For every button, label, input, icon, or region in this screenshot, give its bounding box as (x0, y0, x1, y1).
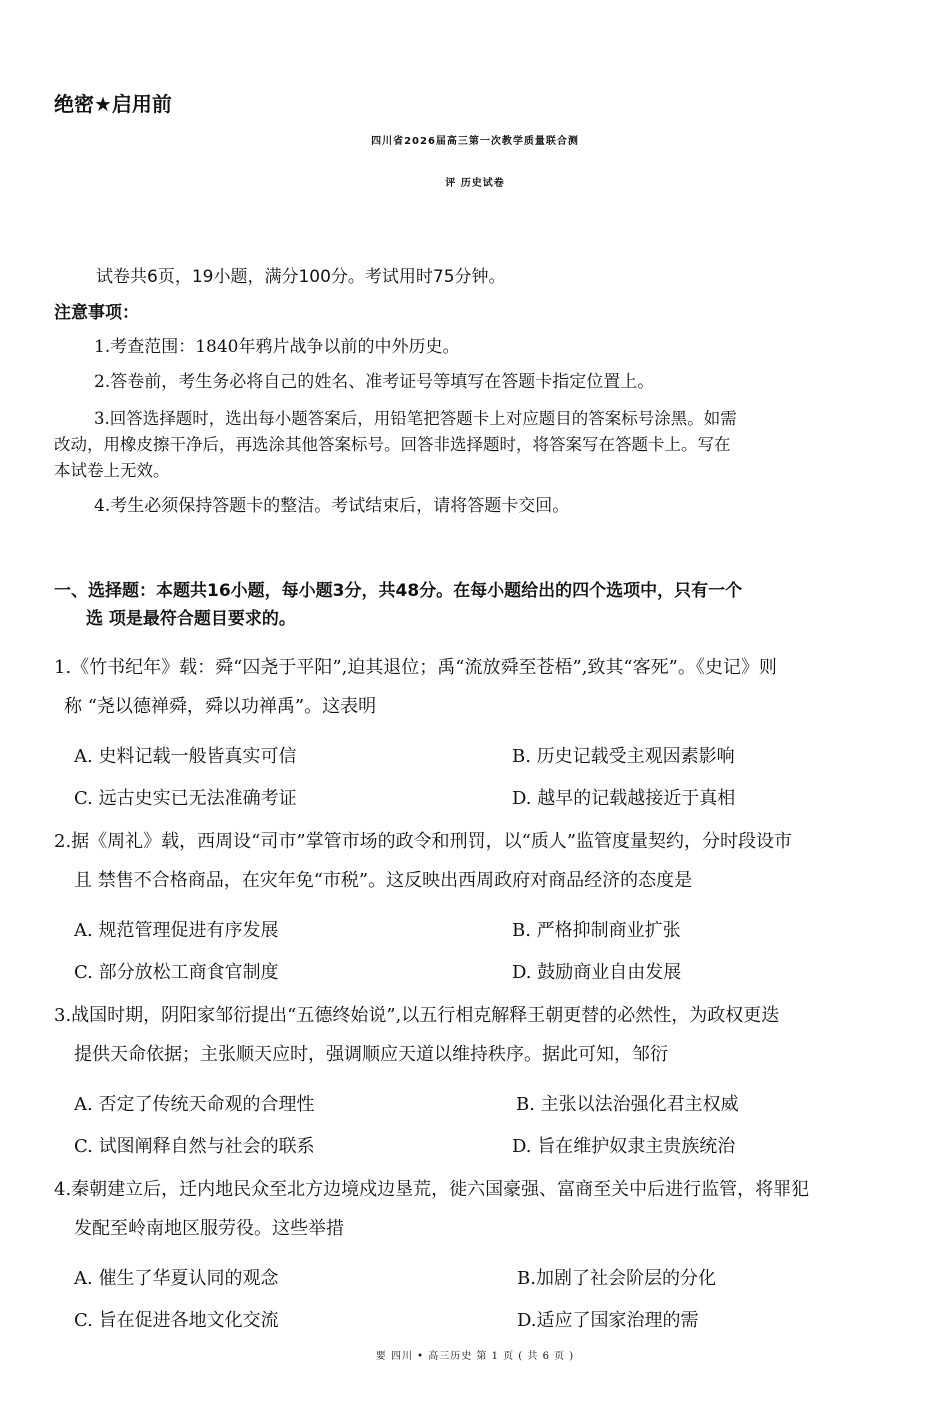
question-3-option-d[interactable]: D. 旨在维护奴隶主贵族统治 (512, 1136, 736, 1157)
question-3-option-b[interactable]: B. 主张以法治强化君主权威 (516, 1094, 739, 1115)
exam-intro: 试卷共6页，19小题，满分100分。考试用时75分钟。 (96, 267, 506, 287)
question-1-option-d[interactable]: D. 越早的记载越接近于真相 (512, 788, 736, 809)
question-4-option-c[interactable]: C. 旨在促进各地文化交流 (74, 1310, 279, 1331)
question-4-option-a[interactable]: A. 催生了华夏认同的观念 (74, 1268, 279, 1289)
question-1-stem: 1.《竹书纪年》载：舜“囚尧于平阳”,迫其退位；禹“流放舜至苍梧”,致其“客死”。《史记》则 (54, 657, 777, 678)
page-footer: 要 四川 • 高三历史 第 1 页 ( 共 6 页 ) (375, 1351, 575, 1362)
question-1-option-a[interactable]: A. 史料记载一般皆真实可信 (74, 746, 297, 767)
question-4-stem-cont: 发配至岭南地区服劳役。这些举措 (74, 1218, 344, 1239)
question-1-stem-cont: 称 “尧以德禅舜，舜以功禅禹”。这表明 (64, 696, 377, 717)
confidential-label: 绝密★启用前 (54, 92, 172, 116)
question-3-stem-cont: 提供天命依据；主张顺天应时，强调顺应天道以维持秩序。据此可知，邹衍 (74, 1044, 668, 1065)
exam-title-line1: 四川省2026届高三第一次教学质量联合测 (371, 136, 579, 147)
notice-item: 本试卷上无效。 (54, 461, 170, 480)
notice-item: 1.考查范围：1840年鸦片战争以前的中外历史。 (94, 337, 460, 357)
question-2-option-b[interactable]: B. 严格抑制商业扩张 (512, 920, 681, 941)
question-3-stem: 3.战国时期，阴阳家邹衍提出“五德终始说”,以五行相克解释王朝更替的必然性，为政权更迭 (54, 1005, 780, 1026)
question-1-option-b[interactable]: B. 历史记载受主观因素影响 (512, 746, 735, 767)
section-heading: 一、选择题：本题共16小题，每小题3分，共48分。在每小题给出的四个选项中，只有一个 (54, 581, 743, 601)
notice-heading: 注意事项： (54, 303, 139, 323)
question-2-option-d[interactable]: D. 鼓励商业自由发展 (512, 962, 682, 983)
notice-item: 3.回答选择题时，选出每小题答案后，用铅笔把答题卡上对应题目的答案标号涂黑。如需 (94, 409, 737, 428)
question-4-option-d[interactable]: D.适应了国家治理的需 (517, 1310, 699, 1331)
question-4-stem: 4.秦朝建立后，迁内地民众至北方边境戍边垦荒，徙六国豪强、富商至关中后进行监管，将罪犯 (54, 1179, 810, 1200)
section-heading-cont: 选 项是最符合题目要求的。 (86, 609, 296, 629)
question-2-stem: 2.据《周礼》载，西周设“司市”掌管市场的政令和刑罚，以“质人”监管度量契约，分时段设市 (54, 831, 792, 852)
question-2-option-a[interactable]: A. 规范管理促进有序发展 (74, 920, 279, 941)
question-3-option-c[interactable]: C. 试图阐释自然与社会的联系 (74, 1136, 315, 1157)
question-3-option-a[interactable]: A. 否定了传统天命观的合理性 (74, 1094, 315, 1115)
question-1-option-c[interactable]: C. 远古史实已无法准确考证 (74, 788, 297, 809)
question-2-stem-cont: 且 禁售不合格商品，在灾年免“市税”。这反映出西周政府对商品经济的态度是 (74, 870, 693, 891)
question-2-option-c[interactable]: C. 部分放松工商食官制度 (74, 962, 279, 983)
notice-item: 2.答卷前，考生务必将自己的姓名、准考证号等填写在答题卡指定位置上。 (94, 372, 655, 392)
notice-item: 4.考生必须保持答题卡的整洁。考试结束后，请将答题卡交回。 (94, 496, 570, 516)
question-4-option-b[interactable]: B.加剧了社会阶层的分化 (517, 1268, 716, 1289)
exam-title-line2: 评 历史试卷 (445, 178, 505, 189)
notice-item: 改动，用橡皮擦干净后，再选涂其他答案标号。回答非选择题时，将答案写在答题卡上。写在 (54, 435, 731, 454)
